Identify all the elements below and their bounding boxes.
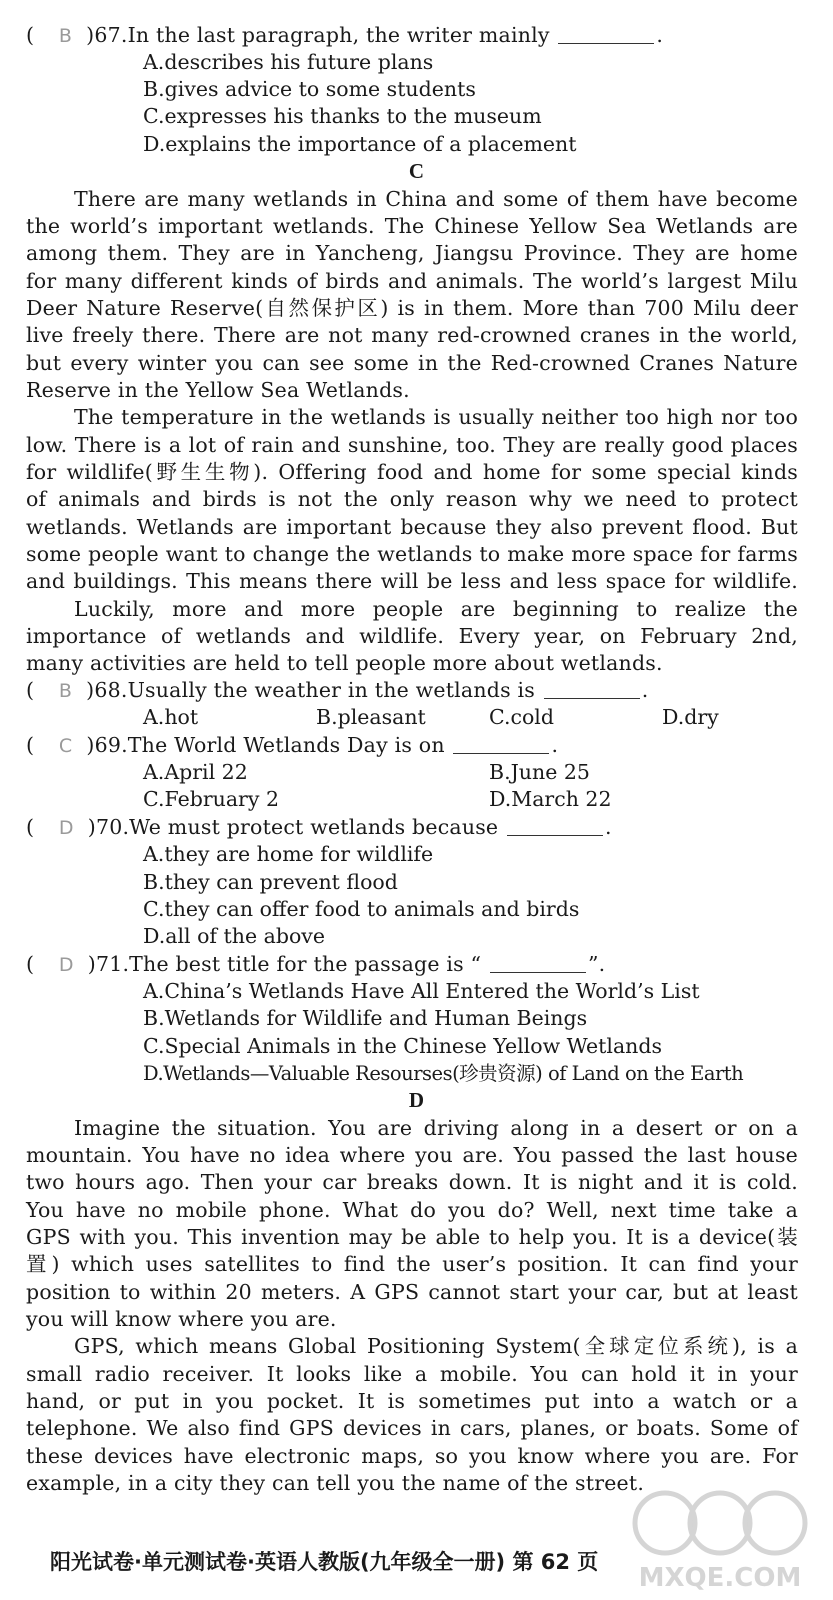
answer-blank [558,23,654,44]
paragraph-line: There are many wetlands in China and some of them have become [74,187,798,211]
option: D.March 22 [489,787,612,811]
option: B.Wetlands for Wildlife and Human Beings [143,1006,588,1030]
section-heading-c: C [408,159,425,183]
paragraph-line: low. There is a lot of rain and sunshine, too. They are really good places [26,433,798,457]
question-69: ( C )69.The World Wetlands Day is on . [26,733,559,757]
paragraph-line: two hours ago. Then your car breaks down. It is night and it is cold. [26,1170,798,1194]
paragraph-line: hand, or put in you pocket. It is sometimes put into a watch or a [26,1389,798,1413]
question-70: ( D )70.We must protect wetlands because . [26,815,612,839]
paragraph-line: among them. They are in Yancheng, Jiangsu Province. They are home [26,241,798,265]
answer-blank [507,815,603,836]
option: C.expresses his thanks to the museum [143,104,542,128]
answer-blank [544,678,640,699]
option: A.describes his future plans [143,50,434,74]
option: D.dry [662,705,719,729]
answer-67: B [58,25,73,47]
answer-blank [453,733,549,754]
option: B.gives advice to some students [143,77,476,101]
option: B.pleasant [316,705,426,729]
option: D.all of the above [143,924,326,948]
answer-70: D [58,817,74,839]
paragraph-line: some people want to change the wetlands to make more space for farms [26,542,798,566]
paragraph-line: live freely there. There are not many red-crowned cranes in the world, [26,323,798,347]
paragraph-line: small radio receiver. It looks like a mobile. You can hold it in your [26,1362,798,1386]
paragraph-line: Deer Nature Reserve(自然保护区) is in them. More than 700 Milu deer [26,296,798,320]
watermark-logo [620,1478,820,1596]
paragraph-line: for wildlife(野生生物). Offering food and home for some special kinds [26,460,798,484]
answer-blank [490,952,586,973]
paragraph-line: wetlands. Wetlands are important because they also prevent flood. But [26,515,798,539]
paragraph-line: Imagine the situation. You are driving along in a desert or on a [74,1116,798,1140]
option: D.explains the importance of a placement [143,132,577,156]
paragraph-line: you will know where you are. [26,1307,337,1331]
paragraph-line: and buildings. This means there will be less and less space for wildlife. [26,569,798,593]
option: A.they are home for wildlife [143,842,434,866]
option: C.cold [489,705,554,729]
question-68: ( B )68.Usually the weather in the wetlands is . [26,678,649,702]
option: C.February 2 [143,787,279,811]
page-footer: 阳光试卷·单元测试卷·英语人教版(九年级全一册) 第 62 页 [50,1550,599,1574]
watermark-text: MXQE.COM [638,1563,802,1593]
question-71: ( D )71.The best title for the passage is “ ”. [26,952,606,976]
paragraph-line: position to within 20 meters. A GPS cannot start your car, but at least [26,1280,798,1304]
answer-71: D [58,954,74,976]
option: D.Wetlands—Valuable Resourses(珍贵资源) of Land on the Earth [143,1062,744,1085]
option: B.they can prevent flood [143,870,398,894]
paragraph-line: The temperature in the wetlands is usually neither too high nor too [74,405,798,429]
paragraph-line: but every winter you can see some in the Red-crowned Cranes Nature [26,351,798,375]
paragraph-line: GPS, which means Global Positioning System(全球定位系统), is a [74,1334,798,1358]
paragraph-line: example, in a city they can tell you the name of the street. [26,1471,645,1495]
paragraph-line: 置) which uses satellites to find the user’s position. It can find your [26,1252,798,1276]
paragraph-line: Luckily, more and more people are beginning to realize the [74,597,798,621]
section-heading-d: D [408,1088,425,1112]
question-67: ( B )67.In the last paragraph, the writer mainly . [26,23,664,47]
paragraph-line: importance of wetlands and wildlife. Every year, on February 2nd, [26,624,798,648]
paragraph-line: Reserve in the Yellow Sea Wetlands. [26,378,410,402]
paragraph-line: You have no mobile phone. What do you do? Well, next time take a [26,1198,798,1222]
option: A.April 22 [143,760,248,784]
answer-69: C [58,735,73,757]
paragraph-line: many activities are held to tell people more about wetlands. [26,651,663,675]
paragraph-line: telephone. We also find GPS devices in cars, planes, or boats. Some of [26,1416,798,1440]
option: C.Special Animals in the Chinese Yellow Wetlands [143,1034,663,1058]
option: A.hot [143,705,199,729]
paragraph-line: GPS with you. This invention may be able to help you. It is a device(装 [26,1225,798,1249]
option: C.they can offer food to animals and birds [143,897,580,921]
option: B.June 25 [489,760,590,784]
paragraph-line: mountain. You have no idea where you are. You passed the last house [26,1143,798,1167]
answer-68: B [58,680,73,702]
option: A.China’s Wetlands Have All Entered the World’s List [143,979,700,1003]
paragraph-line: for many different kinds of birds and animals. The world’s largest Milu [26,269,798,293]
paragraph-line: these devices have electronic maps, so you know where you are. For [26,1444,798,1468]
paragraph-line: of animals and birds is not the only reason why we need to protect [26,487,798,511]
paragraph-line: the world’s important wetlands. The Chinese Yellow Sea Wetlands are [26,214,798,238]
